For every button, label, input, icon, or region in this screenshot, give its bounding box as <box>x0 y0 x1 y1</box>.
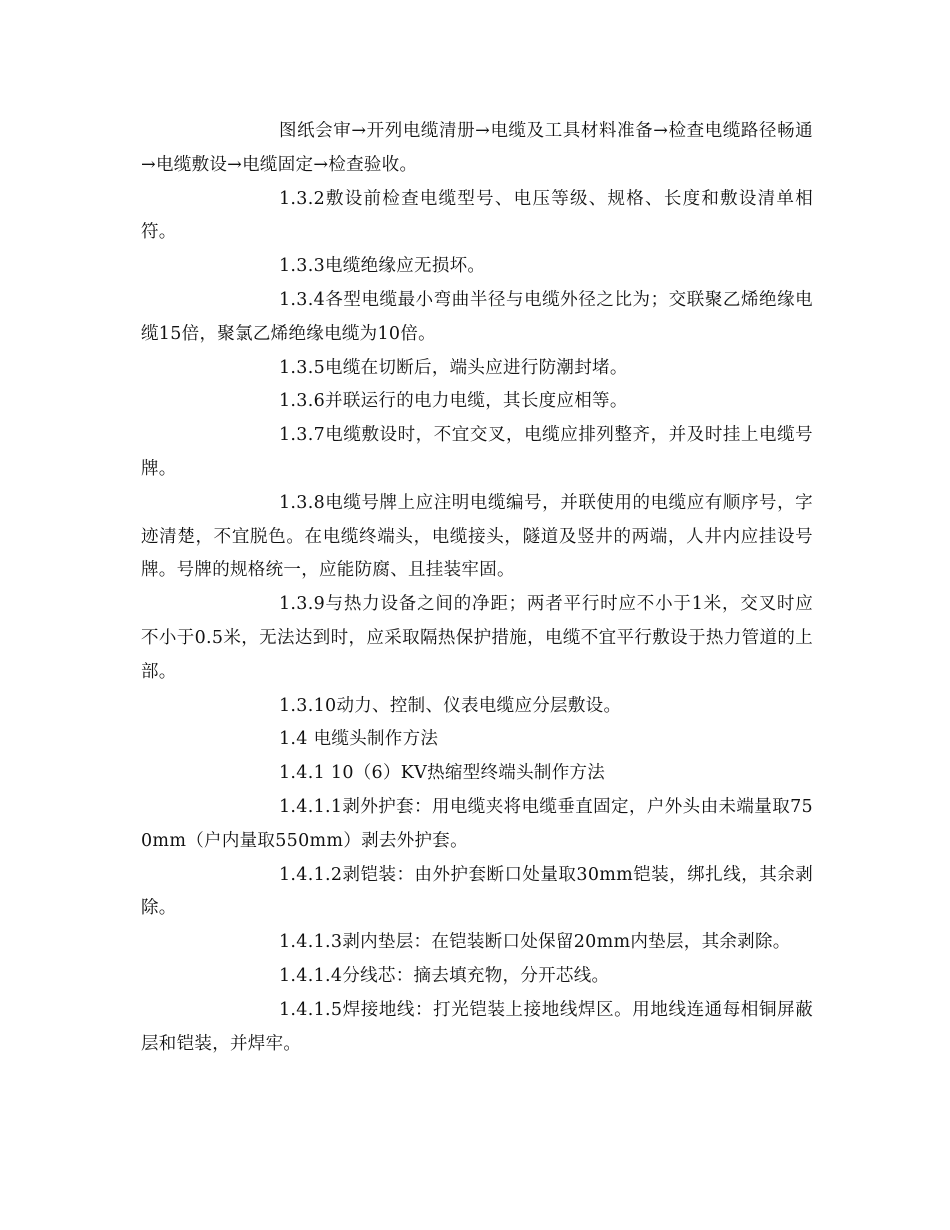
paragraph-1-4-1-3: 1.4.1.3剥内垫层：在铠装断口处保留20mm内垫层，其余剥除。 <box>279 932 791 953</box>
paragraph-1-3-7: 1.3.7电缆敷设时，不宜交叉，电缆应排列整齐，并及时挂上电缆号牌。 <box>141 425 813 479</box>
paragraph-1-4-1-2: 1.4.1.2剥铠装：由外护套断口处量取30mm铠装，绑扎线，其余剥除。 <box>141 864 813 919</box>
paragraph-1-3-4: 1.3.4各型电缆最小弯曲半径与电缆外径之比为；交联聚乙烯绝缘电缆15倍，聚氯乙烯绝缘电缆为10倍。 <box>141 289 813 344</box>
paragraph-1-3-8: 1.3.8电缆号牌上应注明电缆编号，并联使用的电缆应有顺序号，字迹清楚，不宜脱色。在电缆终端头，电缆接头，隧道及竖井的两端，人井内应挂设号牌。号牌的规格统一，应能防腐、且挂装牢固。 <box>141 492 813 581</box>
paragraph-1-3-6: 1.3.6并联运行的电力电缆，其长度应相等。 <box>279 391 628 412</box>
paragraph-construction-process: 图纸会审→开列电缆清册→电缆及工具材料准备→检查电缆路径畅通→电缆敷设→电缆固定→检查验收。 <box>141 121 813 175</box>
paragraph-1-4-1-5: 1.4.1.5焊接地线：打光铠装上接地线焊区。用地线连通每相铜屏蔽层和铠装，并焊牢。 <box>141 999 813 1054</box>
paragraph-1-3-2: 1.3.2敷设前检查电缆型号、电压等级、规格、长度和敷设清单相符。 <box>141 188 813 243</box>
paragraph-1-3-10: 1.3.10动力、控制、仪表电缆应分层敷设。 <box>279 695 622 716</box>
paragraph-1-3-3: 1.3.3电缆绝缘应无损坏。 <box>279 256 486 277</box>
heading-1-4-1: 1.4.1 10（6）KV热缩型终端头制作方法 <box>279 763 606 784</box>
paragraph-1-3-9: 1.3.9与热力设备之间的净距；两者平行时应不小于1米，交叉时应不小于0.5米，无法达到时，应采取隔热保护措施，电缆不宜平行敷设于热力管道的上部。 <box>141 594 813 682</box>
paragraph-1-4-1-4: 1.4.1.4分线芯：摘去填充物，分开芯线。 <box>279 965 610 986</box>
document-body <box>141 115 813 1061</box>
paragraph-1-3-5: 1.3.5电缆在切断后，端头应进行防潮封堵。 <box>279 357 628 378</box>
heading-1-4: 1.4 电缆头制作方法 <box>279 729 439 750</box>
paragraph-1-4-1-1: 1.4.1.1剥外护套：用电缆夹将电缆垂直固定，户外头由未端量取750mm（户内量取550mm）剥去外护套。 <box>141 796 813 851</box>
